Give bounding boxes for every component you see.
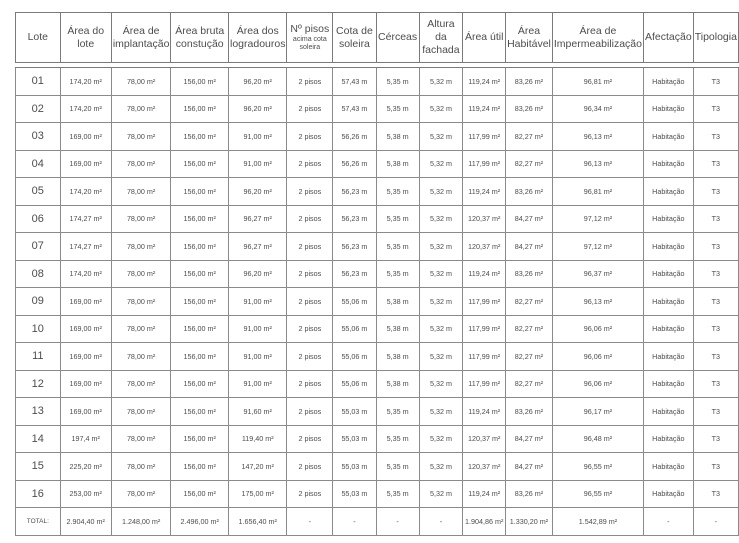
table-row: [16, 343, 739, 371]
table-cell: 56,23 m: [333, 178, 376, 206]
lot-number-cell: 02: [16, 95, 61, 123]
table-cell: 5,38 m: [376, 150, 419, 178]
table-cell: 91,60 m²: [229, 398, 287, 426]
total-cell: 1.542,89 m²: [552, 508, 643, 536]
table-cell: 83,26 m²: [506, 95, 553, 123]
table-cell: 5,32 m: [419, 150, 463, 178]
column-header-label: Área de implantação: [112, 24, 170, 50]
table-cell: 147,20 m²: [229, 453, 287, 481]
table-cell: 169,00 m²: [60, 288, 111, 316]
table-cell: 78,00 m²: [111, 288, 171, 316]
table-cell: 83,26 m²: [506, 398, 553, 426]
table-row: [16, 233, 739, 261]
table-cell: 96,81 m²: [552, 178, 643, 206]
table-cell: 5,38 m: [376, 370, 419, 398]
table-cell: 117,99 m²: [463, 343, 506, 371]
table-row: [16, 370, 739, 398]
column-header: [643, 13, 693, 63]
table-cell: 169,00 m²: [60, 150, 111, 178]
table-cell: 78,00 m²: [111, 343, 171, 371]
table-cell: 169,00 m²: [60, 315, 111, 343]
table-cell: T3: [693, 288, 738, 316]
column-header-label: Área útil: [464, 31, 504, 43]
table-cell: 78,00 m²: [111, 370, 171, 398]
table-cell: 78,00 m²: [111, 68, 171, 96]
lot-number-cell: 11: [16, 343, 61, 371]
table-row: [16, 123, 739, 151]
lot-number-cell: 04: [16, 150, 61, 178]
lot-number-cell: 14: [16, 425, 61, 453]
table-cell: 169,00 m²: [60, 343, 111, 371]
table-cell: 2 pisos: [287, 425, 333, 453]
table-cell: 5,35 m: [376, 398, 419, 426]
table-cell: 2 pisos: [287, 233, 333, 261]
table-cell: 119,24 m²: [463, 95, 506, 123]
table-cell: 5,35 m: [376, 453, 419, 481]
total-cell: -: [376, 508, 419, 536]
lots-table-container: [15, 12, 739, 536]
table-cell: Habitação: [643, 205, 693, 233]
table-cell: 96,17 m²: [552, 398, 643, 426]
total-cell: -: [287, 508, 333, 536]
table-cell: 5,38 m: [376, 288, 419, 316]
column-header: [693, 13, 738, 63]
table-cell: 2 pisos: [287, 260, 333, 288]
table-cell: 91,00 m²: [229, 288, 287, 316]
table-cell: Habitação: [643, 343, 693, 371]
table-cell: 5,35 m: [376, 480, 419, 508]
table-cell: 56,26 m: [333, 150, 376, 178]
table-cell: 2 pisos: [287, 343, 333, 371]
total-cell: 2.496,00 m²: [171, 508, 229, 536]
column-header: [287, 13, 333, 63]
table-cell: 119,24 m²: [463, 480, 506, 508]
table-cell: 156,00 m²: [171, 123, 229, 151]
table-cell: 82,27 m²: [506, 370, 553, 398]
table-cell: 55,06 m: [333, 343, 376, 371]
table-cell: 5,35 m: [376, 178, 419, 206]
column-header-label: Área bruta constução: [175, 24, 225, 50]
table-cell: 156,00 m²: [171, 233, 229, 261]
table-cell: T3: [693, 95, 738, 123]
table-cell: T3: [693, 123, 738, 151]
table-cell: 156,00 m²: [171, 398, 229, 426]
table-row: [16, 205, 739, 233]
table-cell: 174,27 m²: [60, 205, 111, 233]
column-header-label: Cota de soleira: [336, 24, 373, 50]
table-cell: 5,32 m: [419, 398, 463, 426]
table-cell: 56,23 m: [333, 233, 376, 261]
column-header-note: acima cota soleira: [292, 36, 327, 51]
table-cell: Habitação: [643, 68, 693, 96]
column-header: [60, 13, 111, 63]
table-cell: Habitação: [643, 425, 693, 453]
table-cell: 117,99 m²: [463, 288, 506, 316]
table-cell: 120,37 m²: [463, 453, 506, 481]
lot-number-cell: 05: [16, 178, 61, 206]
lot-number-cell: 16: [16, 480, 61, 508]
table-cell: 82,27 m²: [506, 315, 553, 343]
lot-number-cell: 15: [16, 453, 61, 481]
table-cell: T3: [693, 205, 738, 233]
table-cell: T3: [693, 150, 738, 178]
table-cell: 156,00 m²: [171, 205, 229, 233]
table-cell: 5,35 m: [376, 425, 419, 453]
table-cell: 5,32 m: [419, 178, 463, 206]
column-header-label: Nº pisos: [290, 23, 330, 35]
table-row: [16, 315, 739, 343]
table-cell: 78,00 m²: [111, 205, 171, 233]
table-cell: 82,27 m²: [506, 343, 553, 371]
table-cell: T3: [693, 260, 738, 288]
table-cell: 156,00 m²: [171, 315, 229, 343]
table-cell: 78,00 m²: [111, 425, 171, 453]
table-cell: 55,06 m: [333, 315, 376, 343]
table-cell: 83,26 m²: [506, 260, 553, 288]
table-cell: Habitação: [643, 288, 693, 316]
table-cell: T3: [693, 68, 738, 96]
table-cell: 96,20 m²: [229, 68, 287, 96]
table-cell: 5,35 m: [376, 233, 419, 261]
table-cell: 96,13 m²: [552, 123, 643, 151]
table-cell: 169,00 m²: [60, 398, 111, 426]
table-cell: 96,48 m²: [552, 425, 643, 453]
table-cell: T3: [693, 480, 738, 508]
table-cell: 2 pisos: [287, 95, 333, 123]
table-cell: Habitação: [643, 315, 693, 343]
table-cell: 5,32 m: [419, 205, 463, 233]
table-cell: 117,99 m²: [463, 150, 506, 178]
table-cell: T3: [693, 453, 738, 481]
table-cell: T3: [693, 315, 738, 343]
table-cell: 5,35 m: [376, 95, 419, 123]
column-header-label: Área de Impermeabilização: [553, 24, 642, 50]
table-cell: 96,27 m²: [229, 233, 287, 261]
table-cell: 2 pisos: [287, 150, 333, 178]
table-cell: 119,24 m²: [463, 68, 506, 96]
table-cell: 2 pisos: [287, 453, 333, 481]
table-row: [16, 178, 739, 206]
table-cell: 96,06 m²: [552, 315, 643, 343]
table-cell: 78,00 m²: [111, 480, 171, 508]
table-cell: 175,00 m²: [229, 480, 287, 508]
table-cell: 156,00 m²: [171, 150, 229, 178]
table-cell: 5,35 m: [376, 68, 419, 96]
column-header: [552, 13, 643, 63]
table-cell: 84,27 m²: [506, 233, 553, 261]
column-header: [111, 13, 171, 63]
table-cell: 5,32 m: [419, 453, 463, 481]
table-cell: 2 pisos: [287, 315, 333, 343]
table-cell: 84,27 m²: [506, 205, 553, 233]
total-cell: 1.656,40 m²: [229, 508, 287, 536]
table-cell: 169,00 m²: [60, 370, 111, 398]
lot-number-cell: 10: [16, 315, 61, 343]
table-cell: 5,38 m: [376, 123, 419, 151]
table-cell: 156,00 m²: [171, 178, 229, 206]
column-header: [333, 13, 376, 63]
total-cell: 1.330,20 m²: [506, 508, 553, 536]
table-cell: 2 pisos: [287, 480, 333, 508]
table-cell: 83,26 m²: [506, 480, 553, 508]
table-cell: 91,00 m²: [229, 150, 287, 178]
table-cell: 55,03 m: [333, 453, 376, 481]
table-cell: 174,20 m²: [60, 260, 111, 288]
table-cell: 2 pisos: [287, 123, 333, 151]
table-cell: 225,20 m²: [60, 453, 111, 481]
table-cell: 78,00 m²: [111, 453, 171, 481]
table-cell: 2 pisos: [287, 178, 333, 206]
table-cell: 174,20 m²: [60, 178, 111, 206]
table-cell: 5,38 m: [376, 315, 419, 343]
header-row: [16, 13, 739, 63]
table-cell: 55,03 m: [333, 425, 376, 453]
table-cell: Habitação: [643, 370, 693, 398]
column-header: [419, 13, 463, 63]
lot-number-cell: 03: [16, 123, 61, 151]
table-cell: 5,32 m: [419, 288, 463, 316]
table-cell: 56,26 m: [333, 123, 376, 151]
column-header: [376, 13, 419, 63]
table-cell: Habitação: [643, 398, 693, 426]
lot-number-cell: 12: [16, 370, 61, 398]
table-cell: 82,27 m²: [506, 288, 553, 316]
column-header-label: Afectação: [644, 31, 692, 43]
table-cell: T3: [693, 398, 738, 426]
table-header: [16, 13, 739, 63]
table-cell: 96,13 m²: [552, 288, 643, 316]
table-cell: 78,00 m²: [111, 233, 171, 261]
table-cell: 96,27 m²: [229, 205, 287, 233]
table-cell: 78,00 m²: [111, 260, 171, 288]
table-cell: 56,23 m: [333, 260, 376, 288]
column-header-label: Tipologia: [694, 31, 737, 43]
table-cell: 169,00 m²: [60, 123, 111, 151]
table-cell: 117,99 m²: [463, 370, 506, 398]
table-cell: 83,26 m²: [506, 178, 553, 206]
column-header-label: Área Habitável: [507, 24, 551, 50]
total-cell: -: [693, 508, 738, 536]
table-cell: 91,00 m²: [229, 370, 287, 398]
table-cell: 156,00 m²: [171, 343, 229, 371]
table-cell: 84,27 m²: [506, 453, 553, 481]
table-cell: 55,06 m: [333, 370, 376, 398]
lot-number-cell: 08: [16, 260, 61, 288]
table-cell: 119,24 m²: [463, 260, 506, 288]
table-cell: 96,06 m²: [552, 370, 643, 398]
table-cell: 78,00 m²: [111, 123, 171, 151]
table-cell: 156,00 m²: [171, 453, 229, 481]
lots-table: [15, 12, 739, 536]
table-cell: T3: [693, 233, 738, 261]
total-label: TOTAL:: [16, 508, 61, 536]
table-cell: Habitação: [643, 123, 693, 151]
table-cell: 57,43 m: [333, 68, 376, 96]
table-cell: 5,35 m: [376, 205, 419, 233]
table-row: [16, 425, 739, 453]
table-cell: 96,81 m²: [552, 68, 643, 96]
table-cell: 120,37 m²: [463, 425, 506, 453]
table-cell: 91,00 m²: [229, 123, 287, 151]
column-header: [16, 13, 61, 63]
table-cell: 78,00 m²: [111, 315, 171, 343]
total-cell: 2.904,40 m²: [60, 508, 111, 536]
table-cell: 96,06 m²: [552, 343, 643, 371]
table-cell: 78,00 m²: [111, 398, 171, 426]
table-cell: 82,27 m²: [506, 123, 553, 151]
table-cell: Habitação: [643, 178, 693, 206]
table-cell: 83,26 m²: [506, 68, 553, 96]
table-cell: 97,12 m²: [552, 205, 643, 233]
table-cell: 2 pisos: [287, 370, 333, 398]
table-cell: 91,00 m²: [229, 343, 287, 371]
table-cell: T3: [693, 370, 738, 398]
table-cell: 156,00 m²: [171, 425, 229, 453]
table-cell: 197,4 m²: [60, 425, 111, 453]
table-cell: 253,00 m²: [60, 480, 111, 508]
table-row: [16, 398, 739, 426]
table-cell: 120,37 m²: [463, 233, 506, 261]
lot-number-cell: 06: [16, 205, 61, 233]
table-cell: 5,32 m: [419, 425, 463, 453]
column-header: [171, 13, 229, 63]
total-cell: 1.904,86 m²: [463, 508, 506, 536]
lot-number-cell: 07: [16, 233, 61, 261]
table-cell: 91,00 m²: [229, 315, 287, 343]
column-header: [463, 13, 506, 63]
total-cell: -: [643, 508, 693, 536]
table-cell: 119,40 m²: [229, 425, 287, 453]
column-header-label: Área do lote: [67, 24, 105, 50]
table-cell: 78,00 m²: [111, 150, 171, 178]
table-cell: 5,38 m: [376, 343, 419, 371]
table-cell: 96,55 m²: [552, 453, 643, 481]
table-cell: 96,55 m²: [552, 480, 643, 508]
table-cell: 55,06 m: [333, 288, 376, 316]
total-row: [16, 508, 739, 536]
table-cell: 57,43 m: [333, 95, 376, 123]
table-cell: 5,32 m: [419, 315, 463, 343]
total-cell: -: [419, 508, 463, 536]
table-cell: 82,27 m²: [506, 150, 553, 178]
table-cell: 5,35 m: [376, 260, 419, 288]
table-cell: 56,23 m: [333, 205, 376, 233]
table-cell: 119,24 m²: [463, 178, 506, 206]
table-cell: 5,32 m: [419, 343, 463, 371]
table-cell: 2 pisos: [287, 205, 333, 233]
table-cell: 2 pisos: [287, 288, 333, 316]
table-cell: 97,12 m²: [552, 233, 643, 261]
table-cell: 156,00 m²: [171, 68, 229, 96]
table-cell: T3: [693, 178, 738, 206]
table-cell: 2 pisos: [287, 398, 333, 426]
table-cell: 156,00 m²: [171, 95, 229, 123]
table-cell: 96,20 m²: [229, 260, 287, 288]
table-cell: 5,32 m: [419, 260, 463, 288]
table-cell: 156,00 m²: [171, 480, 229, 508]
table-cell: 78,00 m²: [111, 178, 171, 206]
table-cell: 78,00 m²: [111, 95, 171, 123]
column-header-label: Área dos logradouros: [230, 24, 286, 50]
table-cell: 120,37 m²: [463, 205, 506, 233]
lot-number-cell: 01: [16, 68, 61, 96]
table-body: [16, 63, 739, 536]
table-cell: T3: [693, 343, 738, 371]
table-cell: 96,34 m²: [552, 95, 643, 123]
table-cell: 96,20 m²: [229, 178, 287, 206]
column-header-label: Altura da fachada: [422, 18, 460, 56]
column-header: [229, 13, 287, 63]
lot-number-cell: 13: [16, 398, 61, 426]
total-cell: 1.248,00 m²: [111, 508, 171, 536]
table-cell: 96,20 m²: [229, 95, 287, 123]
table-cell: Habitação: [643, 95, 693, 123]
column-header-label: Cérceas: [378, 31, 418, 43]
table-cell: 96,37 m²: [552, 260, 643, 288]
table-cell: 117,99 m²: [463, 315, 506, 343]
table-row: [16, 68, 739, 96]
table-cell: Habitação: [643, 480, 693, 508]
table-row: [16, 453, 739, 481]
table-cell: Habitação: [643, 150, 693, 178]
table-cell: Habitação: [643, 260, 693, 288]
table-cell: 5,32 m: [419, 68, 463, 96]
table-row: [16, 288, 739, 316]
table-cell: 174,27 m²: [60, 233, 111, 261]
table-cell: 174,20 m²: [60, 68, 111, 96]
table-cell: 156,00 m²: [171, 370, 229, 398]
table-cell: T3: [693, 425, 738, 453]
table-cell: 156,00 m²: [171, 260, 229, 288]
table-cell: 5,32 m: [419, 370, 463, 398]
table-row: [16, 260, 739, 288]
column-header: [506, 13, 553, 63]
table-cell: 55,03 m: [333, 398, 376, 426]
table-cell: 84,27 m²: [506, 425, 553, 453]
table-row: [16, 480, 739, 508]
table-cell: Habitação: [643, 233, 693, 261]
table-row: [16, 150, 739, 178]
table-cell: 156,00 m²: [171, 288, 229, 316]
table-cell: 119,24 m²: [463, 398, 506, 426]
table-cell: 96,13 m²: [552, 150, 643, 178]
lot-number-cell: 09: [16, 288, 61, 316]
total-cell: -: [333, 508, 376, 536]
table-cell: 5,32 m: [419, 123, 463, 151]
table-cell: Habitação: [643, 453, 693, 481]
table-cell: 2 pisos: [287, 68, 333, 96]
table-cell: 5,32 m: [419, 480, 463, 508]
table-cell: 174,20 m²: [60, 95, 111, 123]
table-cell: 55,03 m: [333, 480, 376, 508]
table-cell: 5,32 m: [419, 95, 463, 123]
table-cell: 117,99 m²: [463, 123, 506, 151]
table-row: [16, 95, 739, 123]
column-header-label: Lote: [27, 31, 49, 43]
table-cell: 5,32 m: [419, 233, 463, 261]
